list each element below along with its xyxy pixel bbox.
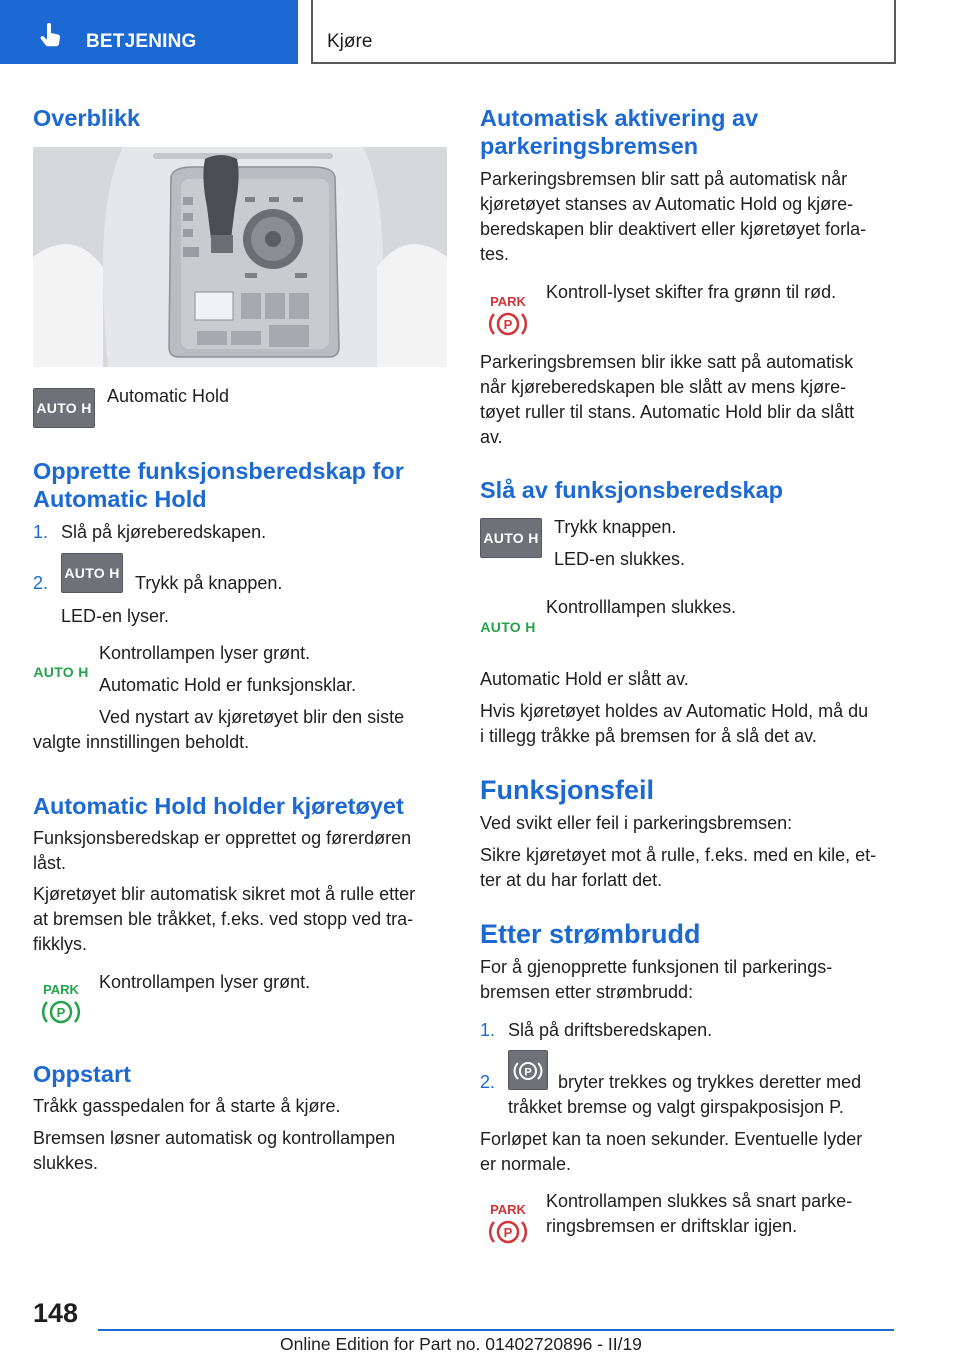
overview-heading: Overblikk xyxy=(33,105,141,131)
body-text: ter at du har forlatt det. xyxy=(480,870,663,890)
chapter-header xyxy=(311,0,896,64)
holds-heading: Automatic Hold holder kjøretøyet xyxy=(33,793,404,819)
body-text: låst. xyxy=(33,853,67,873)
body-text: Ved svikt eller feil i parkeringsbremsen: xyxy=(480,813,793,833)
indicator-text: Kontrollampen slukkes så snart parke- xyxy=(546,1191,853,1211)
auto-hold-button-icon: AUTO H xyxy=(480,518,542,558)
deactivate-heading: Slå av funksjonsberedskap xyxy=(480,477,784,503)
malfunction-heading: Funksjonsfeil xyxy=(480,775,655,805)
startup-heading: Oppstart xyxy=(33,1061,131,1087)
body-text: beredskapen blir deaktivert eller kjøretøyet forla- xyxy=(480,219,867,239)
auto-activation-heading: Automatisk aktivering av xyxy=(480,105,759,131)
hand-pointer-icon xyxy=(38,22,64,48)
body-text: Sikre kjøretøyet mot å rulle, f.eks. med en kile, et- xyxy=(480,845,877,865)
svg-text:P: P xyxy=(503,317,513,332)
body-text: slukkes. xyxy=(33,1153,99,1173)
step-number: 2. xyxy=(33,573,49,593)
indicator-text: Kontrolllampen slukkes. xyxy=(546,597,737,617)
indicator-text: Automatic Hold er funksjonsklar. xyxy=(99,675,357,695)
step-text: Slå på kjøreberedskapen. xyxy=(61,522,267,542)
auto-hold-button-icon: AUTO H xyxy=(61,553,123,593)
center-console-photo xyxy=(33,147,447,367)
body-text: Kjøretøyet blir automatisk sikret mot å rulle etter xyxy=(33,884,416,904)
park-brake-red-icon xyxy=(486,1200,530,1246)
indicator-text: valgte innstillingen beholdt. xyxy=(33,732,250,752)
body-text: Funksjonsberedskap er opprettet og førerdøren xyxy=(33,828,412,848)
footer-divider xyxy=(98,1329,894,1331)
body-text: Parkeringsbremsen blir ikke satt på automatisk xyxy=(480,352,854,372)
console-illustration xyxy=(33,147,447,367)
body-text: av. xyxy=(480,427,503,447)
body-text: tøyet ruller til stans. Automatic Hold blir da slått xyxy=(480,402,855,422)
indicator-text: Ved nystart av kjøretøyet blir den siste xyxy=(99,707,405,727)
body-text: bremsen etter strømbrudd: xyxy=(480,982,694,1002)
svg-text:PARK: PARK xyxy=(490,1202,526,1217)
step-text: Slå på driftsberedskapen. xyxy=(508,1020,713,1040)
park-brake-red-icon xyxy=(486,292,530,338)
instruction-text: LED-en slukkes. xyxy=(554,549,686,569)
body-text: kjøretøyet stanses av Automatic Hold og kjøre- xyxy=(480,194,854,214)
step-text: Trykk på knappen. xyxy=(135,573,283,593)
body-text: Tråkk gasspedalen for å starte å kjøre. xyxy=(33,1096,341,1116)
auto-hold-button-icon: AUTO H xyxy=(33,388,95,428)
indicator-text: Kontrollampen lyser grønt. xyxy=(99,972,311,992)
setup-heading: Opprette funksjonsberedskap for Automatic Hold xyxy=(33,458,404,512)
step-number: 2. xyxy=(480,1072,496,1092)
parking-brake-symbol-icon xyxy=(509,1051,547,1089)
led-text: LED-en lyser. xyxy=(61,606,170,626)
step-number: 1. xyxy=(480,1020,496,1040)
instruction-text: Trykk knappen. xyxy=(554,517,677,537)
edition-link[interactable]: Online Edition for Part no. 01402720896 - II/19 xyxy=(280,1334,642,1354)
svg-text:P: P xyxy=(503,1225,513,1240)
section-tab[interactable] xyxy=(0,0,298,64)
section-label: BETJENING xyxy=(86,31,197,52)
body-text: Forløpet kan ta noen sekunder. Eventuelle lyder xyxy=(480,1129,863,1149)
step-text: bryter trekkes og trykkes deretter med xyxy=(558,1072,862,1092)
auto-activation-heading: parkeringsbremsen xyxy=(480,133,699,159)
body-text: For å gjenopprette funksjonen til parkerings- xyxy=(480,957,833,977)
auto-hold-indicator-icon: AUTO H xyxy=(33,664,89,680)
svg-text:P: P xyxy=(56,1005,66,1020)
chapter-title: Kjøre xyxy=(327,31,373,52)
indicator-text: Kontrollampen lyser grønt. xyxy=(99,643,311,663)
body-text: i tillegg tråkke på bremsen for å slå det av. xyxy=(480,726,817,746)
page-number: 148 xyxy=(33,1298,79,1328)
body-text: fikklys. xyxy=(33,934,87,954)
body-text: når kjøreberedskapen ble slått av mens kjøre- xyxy=(480,377,847,397)
auto-hold-label: Automatic Hold xyxy=(107,386,230,406)
step-text: tråkket bremse og valgt girspakposisjon P. xyxy=(508,1097,844,1117)
svg-text:PARK: PARK xyxy=(490,294,526,309)
indicator-text: ringsbremsen er driftsklar igjen. xyxy=(546,1216,798,1236)
svg-text:PARK: PARK xyxy=(43,982,79,997)
body-text: at bremsen ble tråkket, f.eks. ved stopp ved tra- xyxy=(33,909,414,929)
body-text: Hvis kjøretøyet holdes av Automatic Hold, må du xyxy=(480,701,869,721)
park-brake-green-icon xyxy=(39,980,83,1026)
auto-hold-indicator-icon: AUTO H xyxy=(480,619,536,635)
body-text: Parkeringsbremsen blir satt på automatisk når xyxy=(480,169,848,189)
power-failure-heading: Etter strømbrudd xyxy=(480,919,701,949)
body-text: er normale. xyxy=(480,1154,572,1174)
parking-brake-switch-icon xyxy=(508,1050,548,1090)
step-number: 1. xyxy=(33,522,49,542)
body-text: Bremsen løsner automatisk og kontrollampen xyxy=(33,1128,396,1148)
body-text: Automatic Hold er slått av. xyxy=(480,669,689,689)
svg-text:P: P xyxy=(524,1066,532,1079)
body-text: tes. xyxy=(480,244,510,264)
indicator-text: Kontroll-lyset skifter fra grønn til rød. xyxy=(546,282,837,302)
